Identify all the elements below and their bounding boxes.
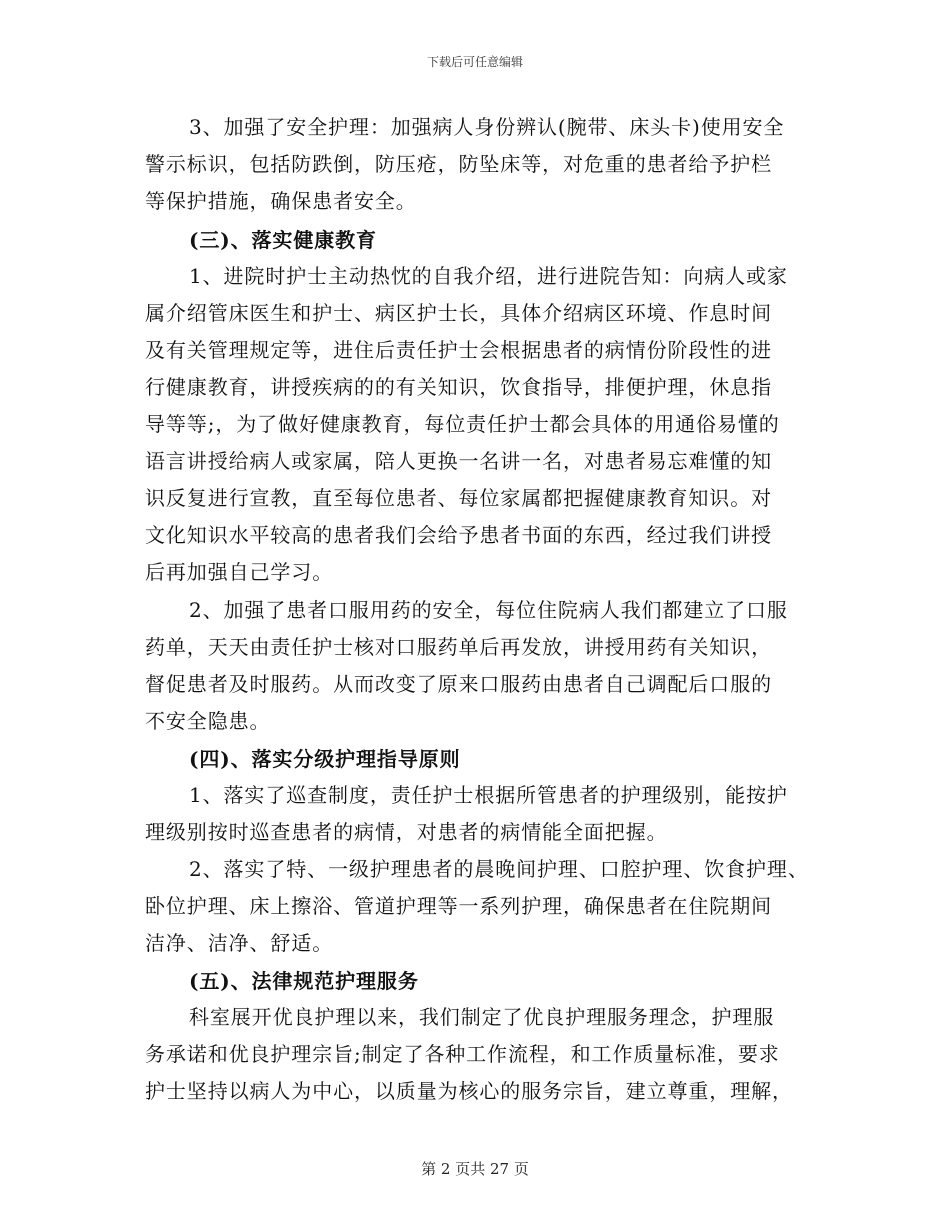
section-heading: (三)、落实健康教育 (189, 228, 377, 252)
paragraph-line: 2、加强了患者口服用药的安全，每位住院病人我们都建立了口服 (189, 598, 788, 622)
paragraph-line: 卧位护理、床上擦浴、管道护理等一系列护理，确保患者在住院期间 (145, 894, 772, 918)
paragraph-line: 识反复进行宣教，直至每位患者、每位家属都把握健康教育知识。对 (145, 486, 772, 510)
paragraph-line: 不安全隐患。 (145, 709, 271, 733)
page-header: 下载后可任意编辑 (426, 55, 523, 69)
paragraph-line: 属介绍管床医生和护士、病区护士长，具体介绍病区环境、作息时间 (145, 301, 772, 325)
section-heading: (五)、法律规范护理服务 (189, 969, 419, 993)
paragraph-line: 警示标识，包括防跌倒，防压疮，防坠床等，对危重的患者给予护栏 (145, 152, 772, 176)
paragraph-line: 洁净、洁净、舒适。 (145, 931, 334, 955)
paragraph-line: 语言讲授给病人或家属，陪人更换一名讲一名，对患者易忘难懂的知 (145, 449, 772, 473)
paragraph-line: 导等等;，为了做好健康教育，每位责任护士都会具体的用通俗易懂的 (145, 412, 780, 436)
paragraph-line: 督促患者及时服药。从而改变了原来口服药由患者自己调配后口服的 (145, 672, 772, 696)
paragraph-line: 2、落实了特、一级护理患者的晨晚间护理、口腔护理、饮食护理、 (189, 857, 809, 881)
paragraph-line: 行健康教育，讲授疾病的的有关知识，饮食指导，排便护理，休息指 (145, 375, 772, 399)
paragraph-line: 1、落实了巡查制度，责任护士根据所管患者的护理级别，能按护 (189, 783, 788, 807)
paragraph-line: 文化知识水平较高的患者我们会给予患者书面的东西，经过我们讲授 (145, 523, 772, 547)
paragraph-line: 等保护措施，确保患者安全。 (145, 189, 417, 213)
paragraph-line: 理级别按时巡查患者的病情，对患者的病情能全面把握。 (145, 820, 668, 844)
paragraph-line: 务承诺和优良护理宗旨;制定了各种工作流程，和工作质量标准，要求 (145, 1042, 780, 1066)
paragraph-line: 科室展开优良护理以来，我们制定了优良护理服务理念，护理服 (189, 1005, 775, 1029)
page-footer: 第 2 页共 27 页 (421, 1160, 529, 1178)
paragraph-line: 3、加强了安全护理：加强病人身份辨认(腕带、床头卡)使用安全 (189, 115, 785, 139)
section-heading: (四)、落实分级护理指导原则 (189, 747, 461, 771)
paragraph-line: 药单，天天由责任护士核对口服药单后再发放，讲授用药有关知识， (145, 635, 772, 659)
paragraph-line: 1、进院时护士主动热忱的自我介绍，进行进院告知：向病人或家 (189, 264, 788, 288)
paragraph-line: 后再加强自己学习。 (145, 560, 334, 584)
paragraph-line: 及有关管理规定等，进住后责任护士会根据患者的病情份阶段性的进 (145, 338, 772, 362)
paragraph-line: 护士坚持以病人为中心，以质量为核心的服务宗旨，建立尊重，理解， (145, 1079, 793, 1103)
